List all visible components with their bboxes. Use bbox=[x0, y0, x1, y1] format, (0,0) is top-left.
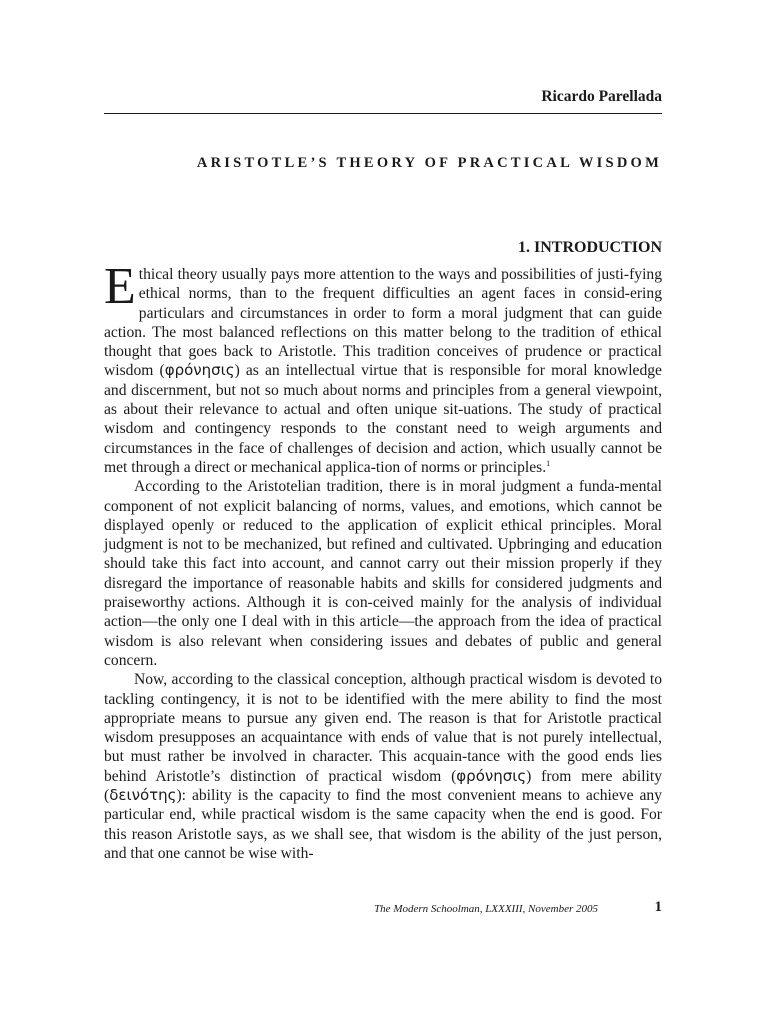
greek-term-phronesis-2: φρόνησις bbox=[456, 766, 527, 785]
journal-citation: The Modern Schoolman, LXXXIII, November 2005 bbox=[374, 903, 598, 915]
header-rule bbox=[104, 113, 662, 114]
greek-term-phronesis: φρόνησις bbox=[164, 361, 235, 380]
footnote-marker: 1 bbox=[546, 458, 551, 468]
paragraph-1-rest: ) as an intellectual virtue that is responsible for moral knowledge and discernment, but not so much about norms and principles from a general viewpoint, as about their relevance to actual and often unique sit-uations. The study of practical wisdom and contingency responds to the constant need to weigh arguments and circumstances in the face of challenges of decision and action, which usually cannot be met through a direct or mechanical applica-tion of norms or principles. bbox=[104, 362, 662, 476]
paragraph-3 bbox=[104, 670, 662, 863]
paragraph-1 bbox=[104, 258, 662, 477]
page-number: 1 bbox=[654, 899, 662, 915]
author-name: Ricardo Parellada bbox=[541, 88, 662, 105]
greek-term-deinotes: δεινότης bbox=[109, 786, 177, 805]
paragraph-1-lead: thical theory usually pays more attention to the ways and possibilities of justi-fying ethical norms, than to the frequent difficulties an agent faces in consid-ering particulars and circumstances in order to form a moral judgment that can guide action. The most balanced reflections on this matter belong to the tradition of ethical thought that goes back to Aristotle. This tradition conceives of prudence or practical wisdom ( bbox=[104, 266, 662, 380]
paragraph-3-tail: ): ability is the capacity to find the most convenient means to achieve any particular end, while practical wisdom is the same capacity when the end is good. For this reason Aristotle says, as we shall see, that wisdom is the ability of the just person, and that one cannot be wise with- bbox=[104, 787, 662, 862]
section-heading: 1. INTRODUCTION bbox=[517, 239, 662, 256]
paragraph-3-mid: ) from mere ability ( bbox=[104, 767, 662, 805]
paragraph-3-lead: Now, according to the classical conception, although practical wisdom is devoted to tackling contingency, it is not to be identified with the mere ability to find the most appropriate means to pursue any given end. The reason is that for Aristotle practical wisdom presupposes an acquaintance with ends of value that is not purely intellectual, but must rather be involved in character. This acquain-tance with the good ends lies behind Aristotle’s distinction of practical wisdom ( bbox=[104, 671, 662, 785]
drop-cap: E bbox=[104, 258, 136, 315]
article-body bbox=[104, 258, 662, 863]
paragraph-2: According to the Aristotelian tradition, there is in moral judgment a funda-mental component of not explicit balancing of norms, values, and emotions, which cannot be displayed openly or reduced to the application of explicit ethical principles. Moral judgment is not to be mechanized, but refined and cultivated. Upbringing and education should take this fact into account, and cannot carry out their mission properly if they disregard the importance of reasonable habits and skills for considered judgments and praiseworthy actions. Although it is con-ceived mainly for the analysis of individual action—the only one I deal with in this article—the approach from the idea of practical wisdom is also relevant when considering issues and debates of public and general concern. bbox=[104, 478, 662, 669]
article-title: ARISTOTLE’S THEORY OF PRACTICAL WISDOM bbox=[196, 155, 662, 171]
